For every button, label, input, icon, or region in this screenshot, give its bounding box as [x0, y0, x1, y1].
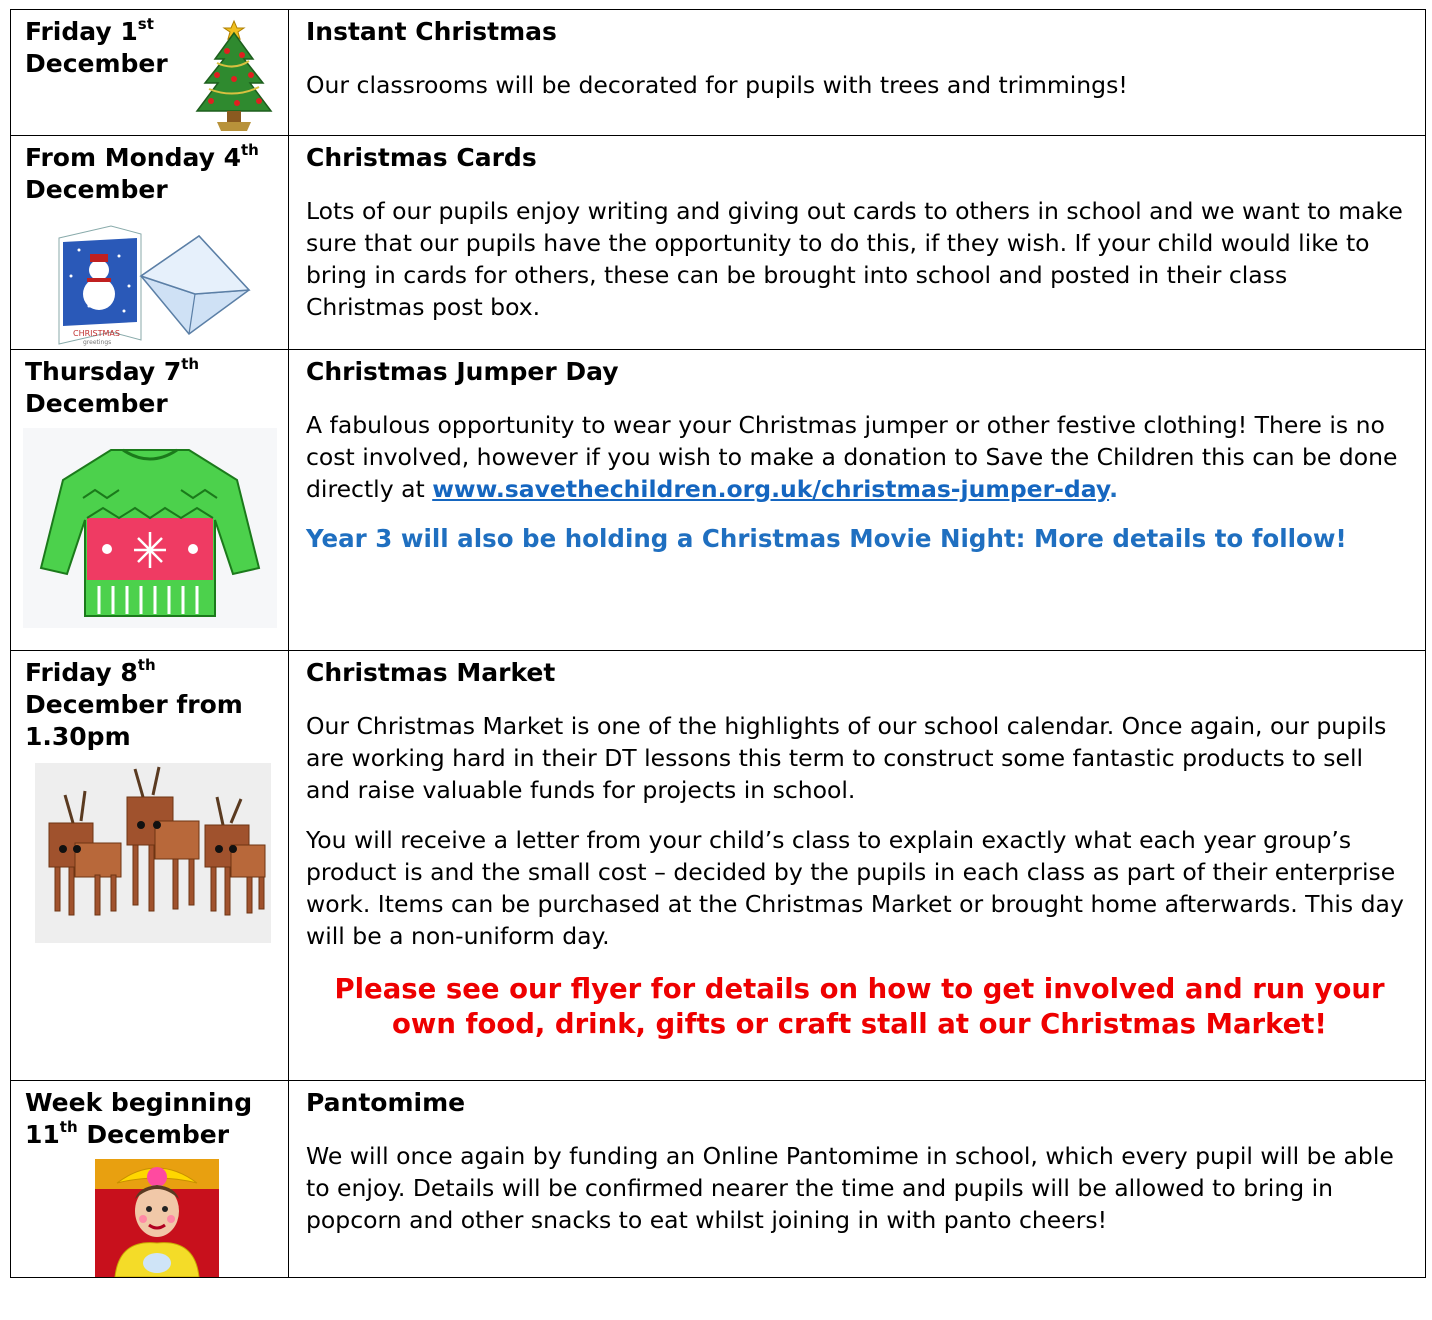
event-row-christmas-market [11, 651, 1426, 1081]
event-title: Christmas Jumper Day [306, 357, 619, 386]
christmas-jumper-image [23, 428, 277, 628]
pantomime-dame-image [95, 1159, 219, 1277]
event-date: From Monday 4th December [25, 141, 259, 204]
event-row-pantomime [11, 1081, 1426, 1278]
description-cell [289, 350, 1426, 651]
event-description: A fabulous opportunity to wear your Christmas jumper or other festive clothing! There is no cost involved, however if you wish to make a donation to Save the Children this can be done directly at www.savethechildren.org.uk/christmas-jumper-day. [306, 411, 1398, 503]
event-description: We will once again by funding an Online Pantomime in school, which every pupil will be able to enjoy. Details will be confirmed nearer the time and pupils will be allowed to bring in popcorn and other snacks to eat whilst joining in with panto cheers! [306, 1142, 1394, 1234]
svg-text:greetings: greetings [83, 339, 112, 346]
event-title: Christmas Market [306, 658, 556, 687]
stall-notice: Please see our flyer for details on how to get involved and run your own food, drink, gifts or craft stall at our Christmas Market! [334, 973, 1385, 1040]
event-date: Week beginning 11th December [25, 1088, 253, 1149]
event-description: Lots of our pupils enjoy writing and giving out cards to others in school and we want to make sure that our pupils have the opportunity to do this, if they wish. If your child would like to bring in cards for others, these can be brought into school and posted in their class Christmas post box. [306, 197, 1403, 321]
event-date: Friday 1st December [25, 15, 168, 78]
events-table [10, 9, 1426, 1278]
event-description: You will receive a letter from your child’s class to explain exactly what each year group’s product is and the small cost – decided by the pupils in each class as part of their enterprise work. Items can be purchased at the Christmas Market or brought home afterwards. This day will be a non-uniform day. [306, 826, 1404, 950]
movie-night-notice: Year 3 will also be holding a Christmas Movie Night: More details to follow! [306, 524, 1347, 553]
event-row-christmas-cards [11, 136, 1426, 350]
date-cell [11, 10, 289, 136]
save-the-children-link[interactable]: www.savethechildren.org.uk/christmas-jumper-day [432, 475, 1110, 503]
event-row-instant-christmas [11, 10, 1426, 136]
description-cell [289, 136, 1426, 350]
christmas-tree-icon [187, 19, 281, 133]
date-cell [11, 651, 289, 1081]
event-row-jumper-day [11, 350, 1426, 651]
date-cell [11, 1081, 289, 1278]
event-description: Our classrooms will be decorated for pupils with trees and trimmings! [306, 71, 1128, 99]
date-cell [11, 136, 289, 350]
event-title: Christmas Cards [306, 143, 537, 172]
wooden-reindeer-image [35, 763, 271, 943]
date-cell [11, 350, 289, 651]
christmas-card-envelope-image [49, 216, 253, 348]
description-cell [289, 651, 1426, 1081]
event-date: Thursday 7th December [25, 355, 200, 418]
description-cell [289, 10, 1426, 136]
event-title: Pantomime [306, 1088, 466, 1117]
event-date: Friday 8th December from 1.30pm [25, 656, 243, 751]
description-cell [289, 1081, 1426, 1278]
event-title: Instant Christmas [306, 17, 557, 46]
svg-text:CHRISTMAS: CHRISTMAS [73, 329, 120, 338]
event-description: Our Christmas Market is one of the highlights of our school calendar. Once again, our pupils are working hard in their DT lessons this term to construct some fantastic products to sell and raise valuable funds for projects in school. [306, 712, 1387, 804]
